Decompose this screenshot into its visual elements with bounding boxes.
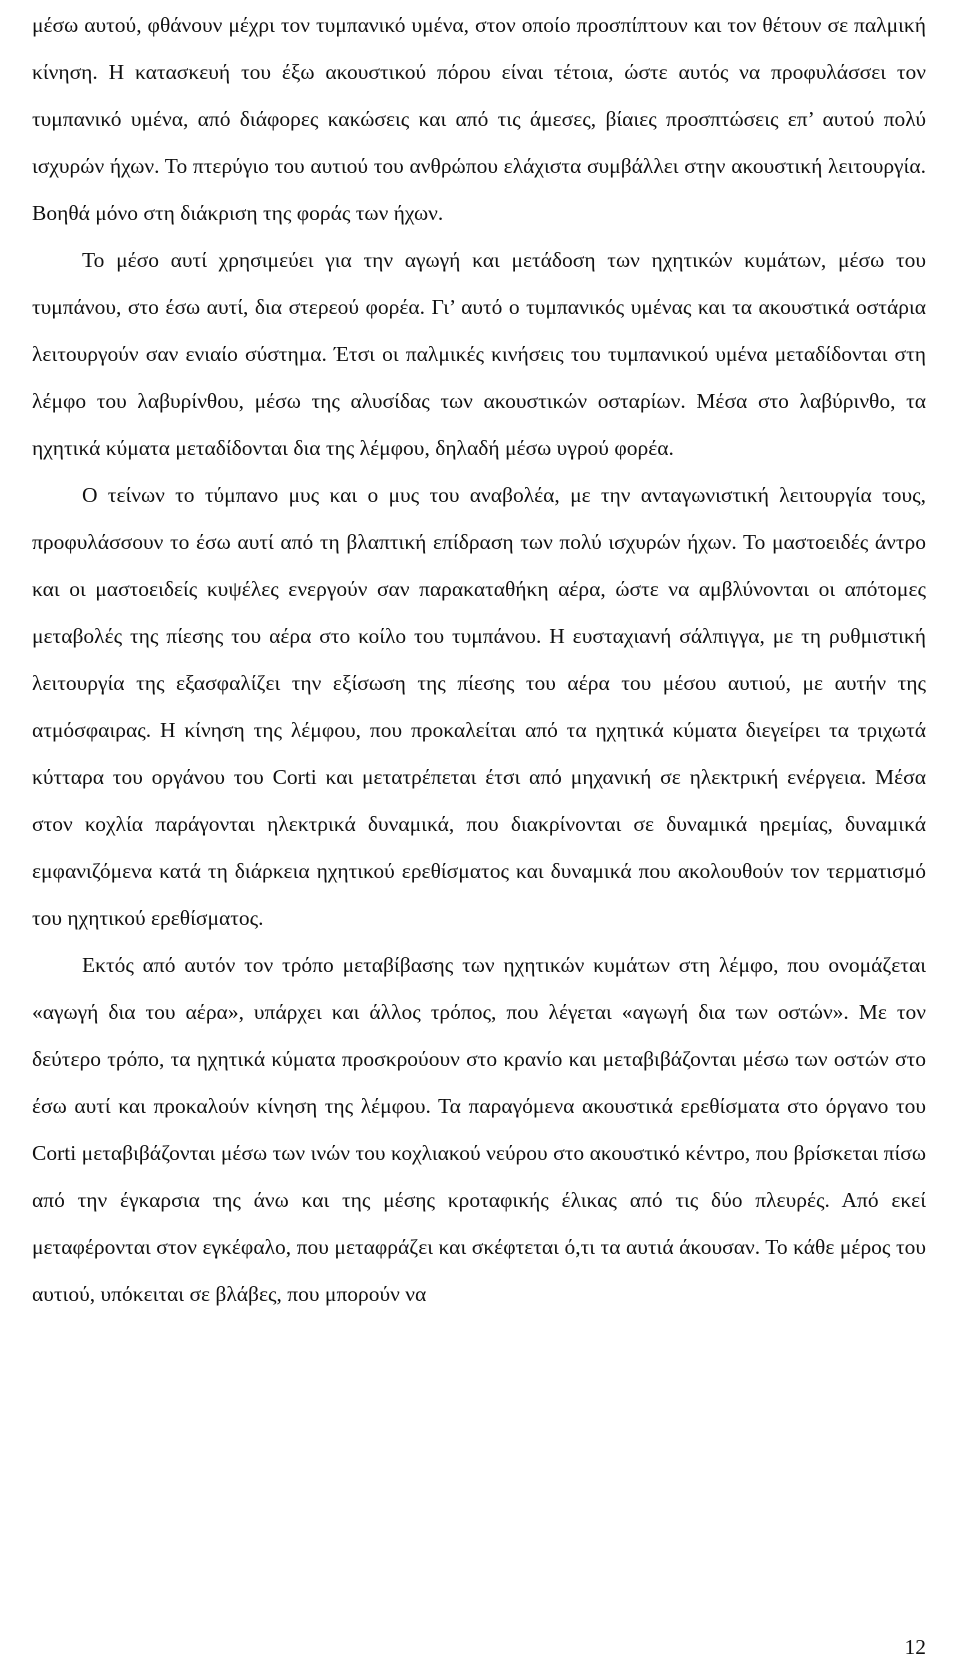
paragraph-3: Ο τείνων το τύμπανο μυς και ο μυς του αναβολέα, με την ανταγωνιστική λειτουργία τους, προφυλάσσουν το έσω αυτί από τη βλαπτική επίδραση των πολύ ισχυρών ήχων. Το μαστοειδές άντρο και οι μαστοειδείς κυψέλες ενεργούν σαν παρακαταθήκη αέρα, ώστε να αμβλύνονται οι απότομες μεταβολές της πίεσης του αέρα στο κοίλο του τυμπάνου. Η ευσταχιανή σάλπιγγα, με τη ρυθμιστική λειτουργία της εξασφαλίζει την εξίσωση της πίεσης του αέρα του μέσου αυτιού, με αυτήν της ατμόσφαιρας. Η κίνηση της λέμφου, που προκαλείται από τα ηχητικά κύματα διεγείρει τα τριχωτά κύτταρα του οργάνου του Corti και μετατρέπεται έτσι από μηχανική σε ηλεκτρική ενέργεια. Μέσα στον κοχλία παράγονται ηλεκτρικά δυναμικά, που διακρίνονται σε δυναμικά ηρεμίας, δυναμικά εμφανιζόμενα κατά τη διάρκεια ηχητικού ερεθίσματος και δυναμικά που ακολουθούν τον τερματισμό του ηχητικού ερεθίσματος. bbox=[32, 483, 926, 930]
paragraph-4: Εκτός από αυτόν τον τρόπο μεταβίβασης των ηχητικών κυμάτων στη λέμφο, που ονομάζεται «αγωγή δια του αέρα», υπάρχει και άλλος τρόπος, που λέγεται «αγωγή δια των οστών». Με τον δεύτερο τρόπο, τα ηχητικά κύματα προσκρούουν στο κρανίο και μεταβιβάζονται μέσω των οστών στο έσω αυτί και προκαλούν κίνηση της λέμφου. Τα παραγόμενα ακουστικά ερεθίσματα στο όργανο του Corti μεταβιβάζονται μέσω των ινών του κοχλιακού νεύρου στο ακουστικό κέντρο, που βρίσκεται πίσω από την έγκαρσια της άνω και της μέσης κροταφικής έλικας από τις δύο πλευρές. Από εκεί μεταφέρονται στον εγκέφαλο, που μεταφράζει και σκέφτεται ό,τι τα αυτιά άκουσαν. Το κάθε μέρος του αυτιού, υπόκειται σε βλάβες, που μπορούν να bbox=[32, 953, 926, 1306]
paragraph-1: μέσω αυτού, φθάνουν μέχρι τον τυμπανικό υμένα, στον οποίο προσπίπτουν και τον θέτουν σε παλμική κίνηση. Η κατασκευή του έξω ακουστικού πόρου είναι τέτοια, ώστε αυτός να προφυλάσσει τον τυμπανικό υμένα, από διάφορες κακώσεις και από τις άμεσες, βίαιες προσπτώσεις επ’ αυτού πολύ ισχυρών ήχων. Το πτερύγιο του αυτιού του ανθρώπου ελάχιστα συμβάλλει στην ακουστική λειτουργία. Βοηθά μόνο στη διάκριση της φοράς των ήχων. bbox=[32, 13, 926, 225]
paragraph-2: Το μέσο αυτί χρησιμεύει για την αγωγή και μετάδοση των ηχητικών κυμάτων, μέσω του τυμπάνου, στο έσω αυτί, δια στερεού φορέα. Γι’ αυτό ο τυμπανικός υμένας και τα ακουστικά οστάρια λειτουργούν σαν ενιαίο σύστημα. Έτσι οι παλμικές κινήσεις του τυμπανικού υμένα μεταδίδονται στη λέμφο του λαβυρίνθου, μέσω της αλυσίδας των ακουστικών οσταρίων. Μέσα στο λαβύρινθο, τα ηχητικά κύματα μεταδίδονται δια της λέμφου, δηλαδή μέσω υγρού φορέα. bbox=[32, 248, 926, 460]
document-page bbox=[32, 2, 926, 1318]
page-number: 12 bbox=[904, 1635, 926, 1659]
